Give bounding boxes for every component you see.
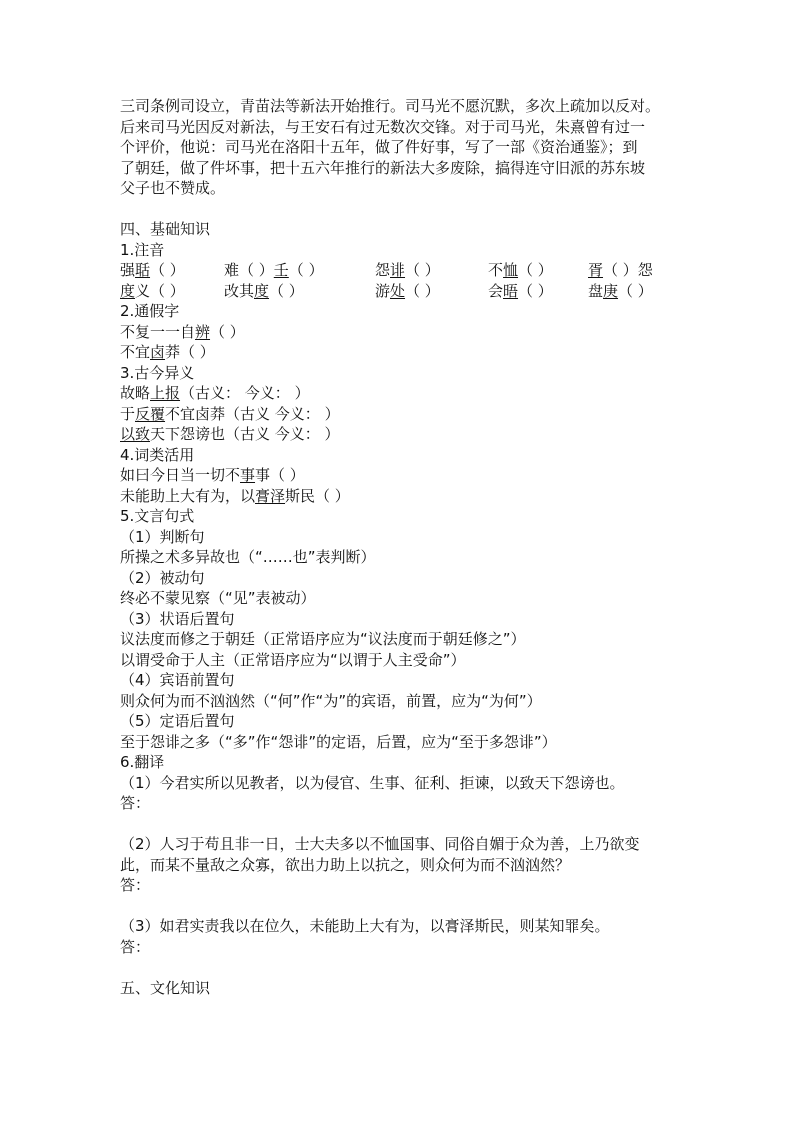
word-class-line: 如曰今日当一切不事事（ ）	[120, 466, 305, 484]
answer-label: 答：	[120, 794, 151, 812]
translation-question-2: （2）人习于苟且非一日，士大夫多以不恤国事、同俗自媚于众为善，上乃欲变	[120, 835, 640, 853]
ancient-modern-line: 以致天下怨谤也（古义 今义： ）	[120, 425, 340, 443]
sentence-pattern-line: 议法度而修之于朝廷（正常语序应为“议法度而于朝廷修之”）	[120, 630, 526, 648]
intro-line: 父子也不赞成。	[120, 179, 226, 197]
pronunciation-item: 难（ ）壬（ ）	[224, 261, 324, 279]
sentence-pattern-line: 以谓受命于人主（正常语序应为“以谓于人主受命”）	[120, 650, 466, 669]
pronunciation-row-2	[120, 281, 705, 302]
sentence-pattern-line: （3）状语后置句	[120, 609, 235, 628]
answer-label: 答：	[120, 937, 151, 956]
translation-question-3: （3）如君实责我以在位久，未能助上大有为，以膏泽斯民，则某知罪矣。	[120, 917, 610, 935]
ancient-modern-line: 于反覆不宜卤莽（古义 今义： ）	[120, 404, 340, 423]
subsection-title-tongjia: 2.通假字	[120, 302, 180, 320]
pronunciation-item: 强聒（ ）	[120, 261, 185, 279]
answer-label: 答：	[120, 876, 151, 894]
sentence-pattern-line: 终必不蒙见察（“见”表被动）	[120, 589, 316, 607]
sentence-pattern-line: 至于怨诽之多（“多”作“怨诽”的定语，后置，应为“至于多怨诽”）	[120, 732, 557, 751]
subsection-title-word-class: 4.词类活用	[120, 445, 195, 464]
tongjia-line: 不宜卤莽（ ）	[120, 343, 215, 361]
sentence-pattern-line: 所操之术多异故也（“……也”表判断）	[120, 548, 376, 566]
ancient-modern-line: 故略上报（古义： 今义： ）	[120, 384, 310, 402]
pronunciation-item: 怨诽（ ）	[375, 261, 440, 279]
pronunciation-item: 不恤（ ）	[488, 261, 553, 279]
word-class-line: 未能助上大有为，以膏泽斯民（ ）	[120, 486, 350, 505]
section-title-basic-knowledge: 四、基础知识	[120, 220, 211, 238]
translation-question-2-cont: 此，而某不量敌之众寡，欲出力助上以抗之，则众何为而不汹汹然？	[120, 855, 571, 874]
intro-line: 了朝廷，做了件坏事，把十五六年推行的新法大多废除，搞得连守旧派的苏东坡	[120, 158, 646, 177]
subsection-title-pronunciation: 1.注音	[120, 240, 165, 259]
intro-line: 个评价，他说：司马光在洛阳十五年，做了件好事，写了一部《资治通鉴》；到	[120, 138, 638, 156]
sentence-pattern-line: （5）定语后置句	[120, 712, 235, 730]
sentence-pattern-line: （4）宾语前置句	[120, 671, 235, 689]
sentence-pattern-line: 则众何为而不汹汹然（“何”作“为”的宾语，前置，应为“为何”）	[120, 691, 542, 710]
pronunciation-item: 游处（ ）	[375, 281, 440, 300]
document-page	[120, 96, 705, 998]
translation-question-1: （1）今君实所以见教者，以为侵官、生事、征利、拒谏，以致天下怨谤也。	[120, 773, 625, 792]
pronunciation-item: 盘庚（ ）	[588, 281, 653, 300]
pronunciation-item: 会晤（ ）	[488, 281, 553, 300]
pronunciation-row-1	[120, 260, 705, 281]
sentence-pattern-line: （1）判断句	[120, 527, 205, 546]
subsection-title-translation: 6.翻译	[120, 753, 165, 771]
sentence-pattern-line: （2）被动句	[120, 568, 205, 587]
subsection-title-ancient-modern: 3.古今异义	[120, 363, 195, 382]
pronunciation-item: 度义（ ）	[120, 281, 185, 300]
subsection-title-sentence-patterns: 5.文言句式	[120, 507, 195, 525]
intro-line: 三司条例司设立，青苗法等新法开始推行。司马光不愿沉默，多次上疏加以反对。	[120, 97, 661, 115]
pronunciation-item: 胥（ ）怨	[588, 261, 653, 279]
section-title-culture: 五、文化知识	[120, 978, 211, 997]
pronunciation-item: 改其度（ ）	[224, 281, 304, 300]
tongjia-line: 不复一一自辨（ ）	[120, 322, 245, 341]
intro-line: 后来司马光因反对新法，与王安石有过无数次交锋。对于司马光，朱熹曾有过一	[120, 117, 646, 136]
